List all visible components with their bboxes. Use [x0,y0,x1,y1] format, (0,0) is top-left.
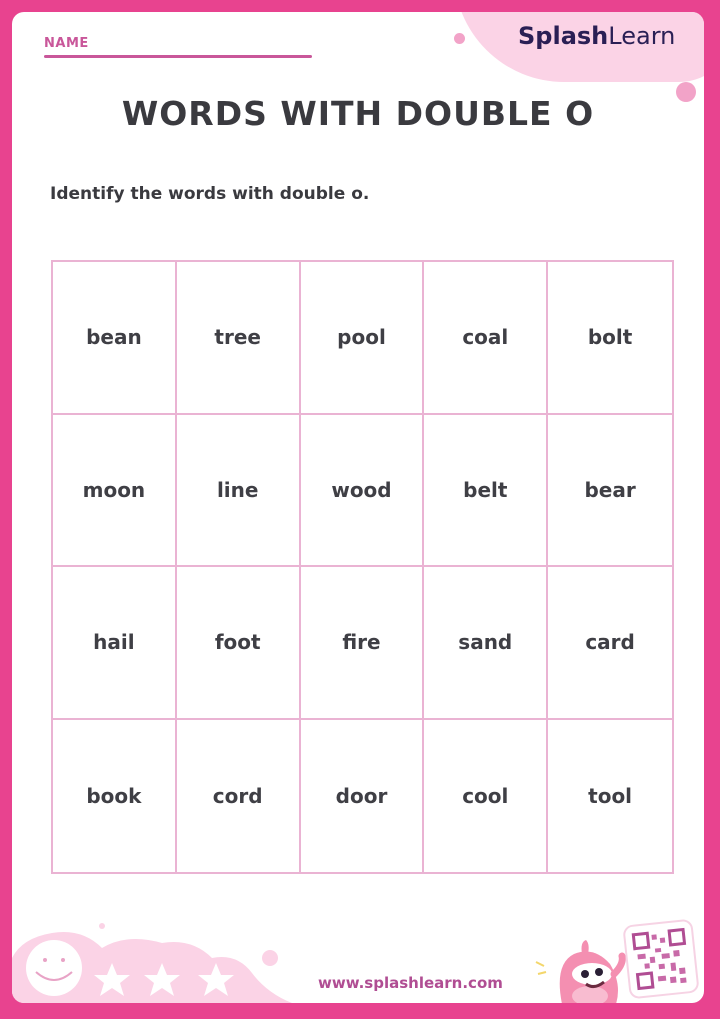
word-cell[interactable]: book [53,720,177,873]
qr-code-icon[interactable] [625,921,698,998]
name-label: NAME [44,36,89,51]
page-title: WORDS WITH DOUBLE O [121,94,595,133]
word-cell[interactable]: cool [424,720,548,873]
word-cell[interactable]: bolt [548,262,672,415]
word-cell[interactable]: pool [301,262,425,415]
word-cell[interactable]: tree [177,262,301,415]
decorative-dot [454,33,465,44]
word-cell[interactable]: card [548,567,672,720]
logo-part-splash: Splash [518,22,609,50]
logo-part-learn: Learn [608,22,676,50]
worksheet-page [12,12,704,1003]
word-cell[interactable]: belt [424,415,548,568]
word-cell[interactable]: hail [53,567,177,720]
word-cell[interactable]: sand [424,567,548,720]
word-grid [51,260,674,874]
word-cell[interactable]: fire [301,567,425,720]
word-cell[interactable]: bear [548,415,672,568]
name-input-line[interactable] [44,55,312,58]
splashlearn-logo [518,22,675,50]
word-cell[interactable]: coal [424,262,548,415]
smiley-icon [26,940,82,996]
word-cell[interactable]: foot [177,567,301,720]
word-cell[interactable]: door [301,720,425,873]
footer-decoration [12,918,312,1003]
word-cell[interactable]: bean [53,262,177,415]
word-cell[interactable]: tool [588,783,633,808]
mascot-icon [532,934,627,1003]
word-cell[interactable]: cord [177,720,301,873]
word-cell[interactable]: wood [301,415,425,568]
word-cell[interactable]: moon [53,415,177,568]
word-cell[interactable]: line [177,415,301,568]
instruction-text: Identify the words with double o. [50,184,370,204]
website-link[interactable]: www.splashlearn.com [318,974,503,992]
